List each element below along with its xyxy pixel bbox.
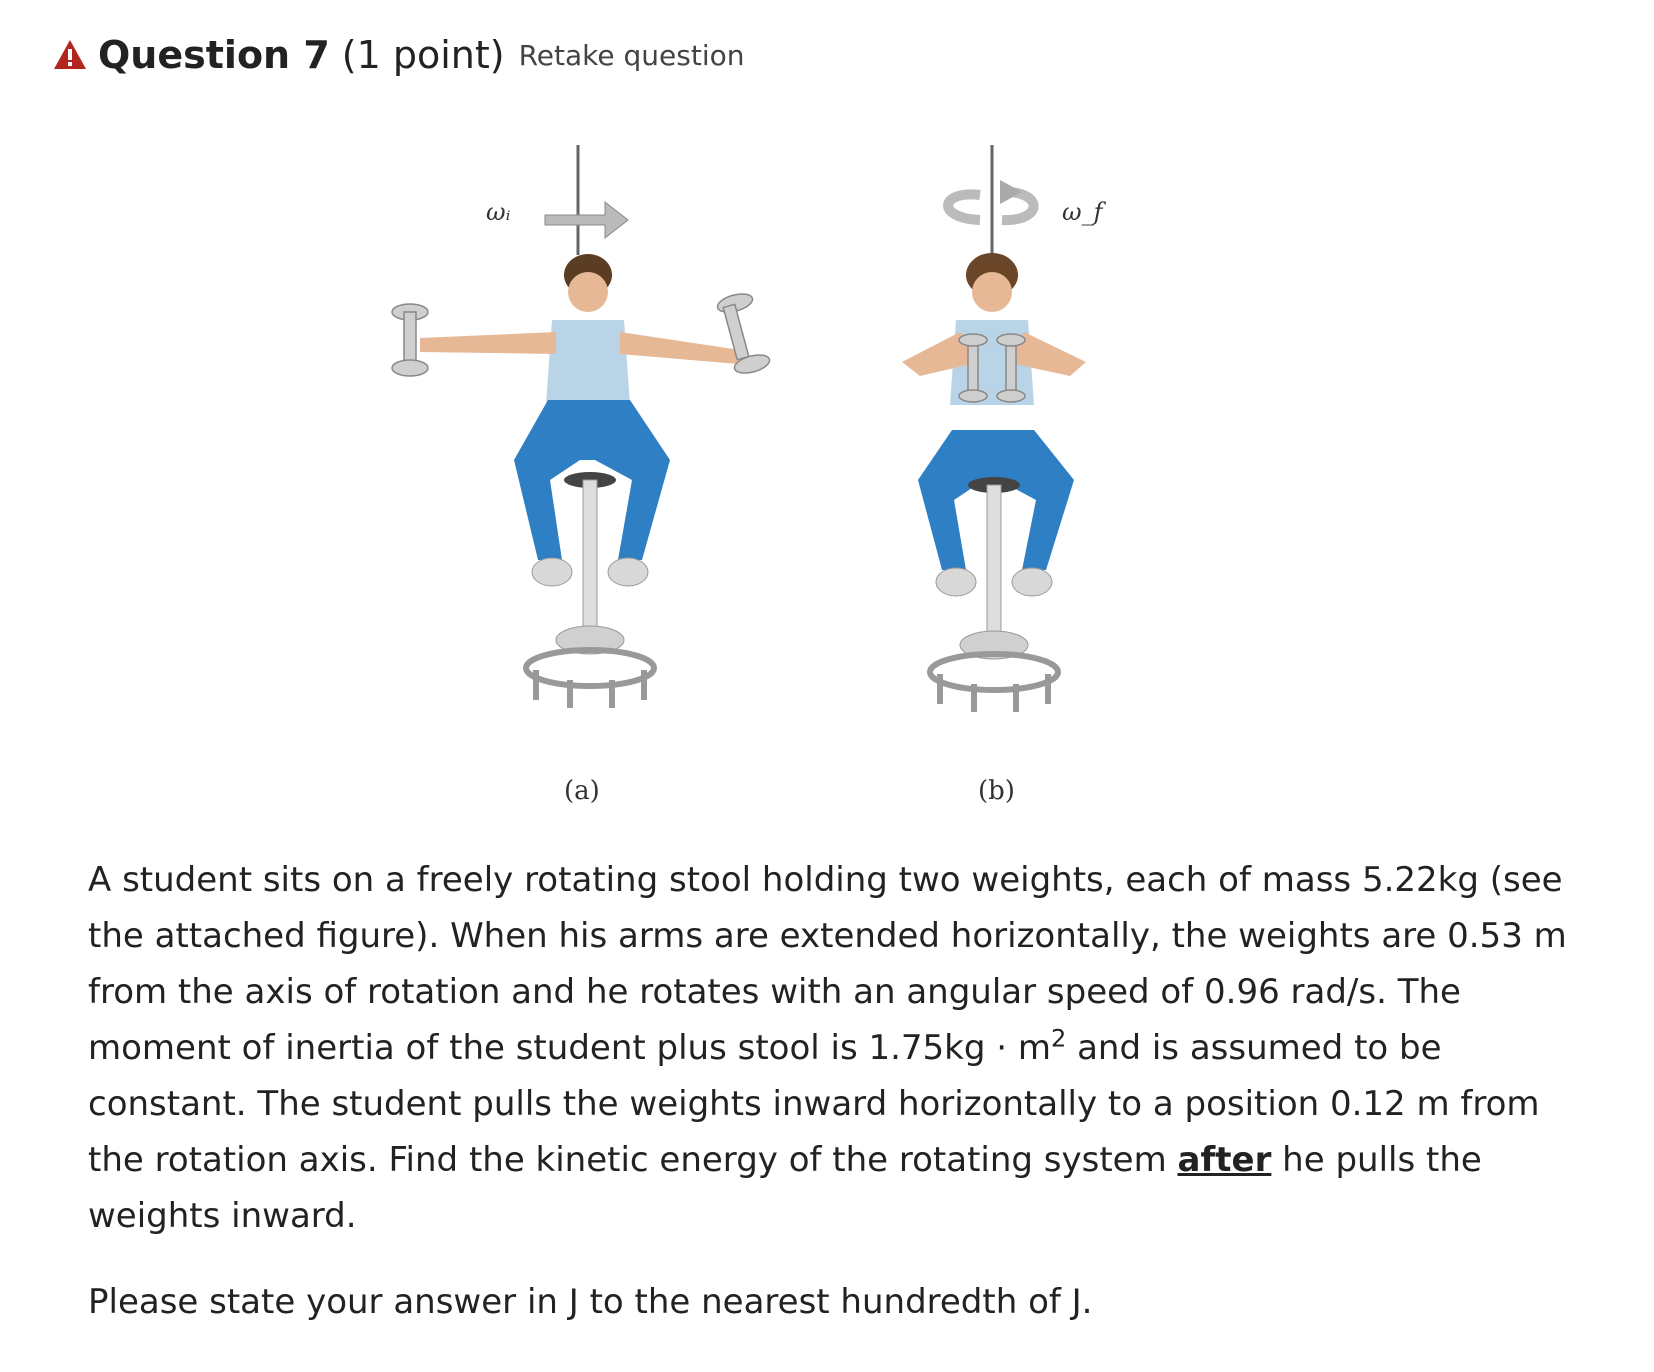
emphasis-after: after: [1177, 1140, 1272, 1180]
warning-icon: [52, 37, 88, 73]
answer-instruction: Please state your answer in J to the nearest hundredth of J.: [88, 1282, 1093, 1322]
question-header: [52, 30, 744, 80]
student-b: [902, 145, 1086, 712]
retake-question-link[interactable]: Retake question: [518, 38, 745, 72]
figure-label-a: (a): [564, 776, 600, 806]
figure-illustration: [380, 140, 1180, 760]
question-title: Question 7: [98, 33, 330, 77]
question-body: [88, 852, 1568, 1244]
question-paragraph: [88, 852, 1568, 1244]
figure-label-b: (b): [978, 776, 1015, 806]
omega-final-label: ω_f: [1062, 198, 1103, 226]
question-text-part1: A student sits on a freely rotating stool holding two weights, each of mass 5.22kg (see the attached figure). When his arms are extended horizontally, the weights are 0.53 m from the axis of rotation and he rotates with an angular speed of 0.96 rad/s. The moment of inertia of the student plus stool is 1.75kg · m: [88, 860, 1567, 1068]
rotating-stool-figure: [380, 140, 1180, 820]
omega-initial-label: ωᵢ: [486, 198, 511, 226]
question-text-part3: he pulls the weights inward.: [88, 1140, 1482, 1236]
exponent: 2: [1051, 1024, 1067, 1053]
question-points: (1 point): [341, 33, 505, 77]
question-text-part2: and is assumed to be constant. The student pulls the weights inward horizontally to a position 0.12 m from the rotation axis. Find the kinetic energy of the rotating system: [88, 1028, 1540, 1180]
student-a: [392, 145, 771, 708]
